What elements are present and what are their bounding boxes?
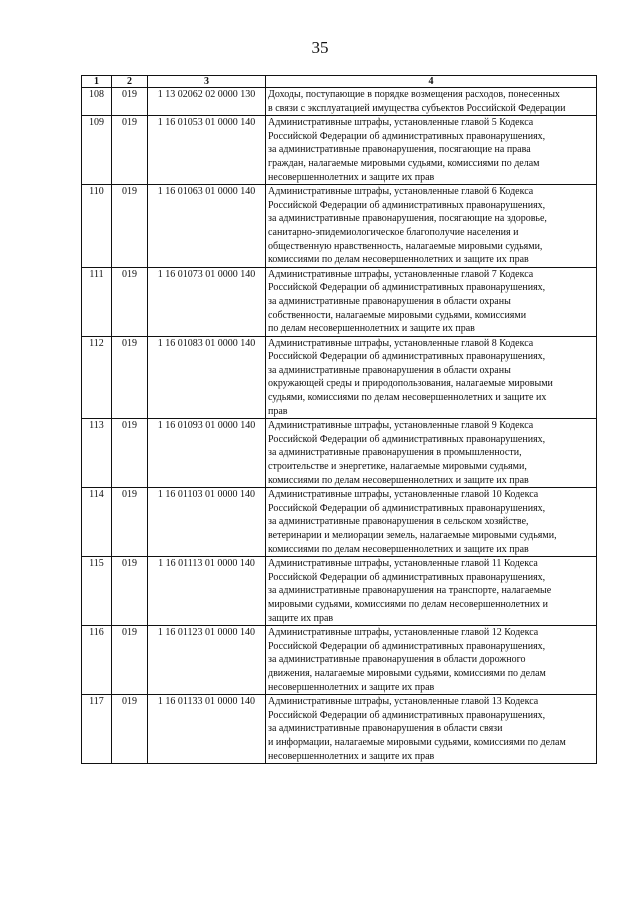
revenue-description-cell [266, 557, 597, 626]
description-line: общественную нравственность, налагаемые мировыми судьями, [268, 240, 543, 252]
administrator-code-cell: 019 [112, 88, 148, 116]
description-line: комиссиями по делам несовершеннолетних и защите их прав [268, 474, 529, 486]
table-body [82, 88, 597, 764]
description-line: за административные правонарушения в области связи [268, 723, 503, 735]
row-number-cell: 114 [82, 488, 112, 557]
description-line: комиссиями по делам несовершеннолетних и защите их прав [268, 543, 529, 555]
row-number-cell: 109 [82, 116, 112, 185]
table-row [82, 88, 597, 116]
description-line: Российской Федерации об административных правонарушениях, [268, 130, 546, 142]
description-line: за административные правонарушения в области дорожного [268, 654, 526, 666]
budget-classification-code-cell: 1 16 01103 01 0000 140 [148, 488, 266, 557]
revenue-description-cell [266, 267, 597, 336]
administrator-code-cell: 019 [112, 695, 148, 764]
row-number-cell: 112 [82, 336, 112, 419]
budget-classification-code-cell: 1 16 01053 01 0000 140 [148, 116, 266, 185]
revenue-description-cell [266, 185, 597, 268]
revenue-description-cell [266, 488, 597, 557]
budget-classification-table [81, 75, 597, 764]
budget-classification-code-cell: 1 16 01123 01 0000 140 [148, 626, 266, 695]
description-line: по делам несовершеннолетних и защите их прав [268, 323, 475, 335]
description-line: Российской Федерации об административных правонарушениях, [268, 351, 546, 363]
description-line: за административные правонарушения на транспорте, налагаемые [268, 585, 552, 597]
row-number-cell: 111 [82, 267, 112, 336]
description-line: Российской Федерации об административных правонарушениях, [268, 282, 546, 294]
description-line: окружающей среды и природопользования, налагаемые мировыми [268, 378, 553, 390]
description-line: и информации, налагаемые мировыми судьями, комиссиями по делам [268, 736, 566, 748]
administrator-code-cell: 019 [112, 626, 148, 695]
description-line: за административные правонарушения в промышленности, [268, 447, 522, 459]
administrator-code-cell: 019 [112, 267, 148, 336]
budget-classification-code-cell: 1 16 01083 01 0000 140 [148, 336, 266, 419]
revenue-description-cell [266, 695, 597, 764]
description-line: ветеринарии и мелиорации земель, налагаемые мировыми судьями, [268, 530, 557, 541]
administrator-code-cell: 019 [112, 488, 148, 557]
revenue-description-cell [266, 626, 597, 695]
column-header-3: 3 [148, 76, 266, 88]
description-line: граждан, налагаемые мировыми судьями, комиссиями по делам [268, 157, 540, 169]
budget-classification-code-cell: 1 13 02062 02 0000 130 [148, 88, 266, 116]
table-row [82, 626, 597, 695]
table-header-row [82, 76, 597, 88]
table-row [82, 695, 597, 764]
revenue-description-cell [266, 88, 597, 116]
description-line: несовершеннолетних и защите их прав [268, 681, 435, 693]
administrator-code-cell: 019 [112, 336, 148, 419]
revenue-description-cell [266, 419, 597, 488]
description-line: Административные штрафы, установленные главой 11 Кодекса [268, 558, 538, 570]
description-line: за административные правонарушения, посягающие на здоровье, [268, 213, 547, 225]
row-number-cell: 115 [82, 557, 112, 626]
revenue-description-cell [266, 116, 597, 185]
budget-classification-code-cell: 1 16 01073 01 0000 140 [148, 267, 266, 336]
description-line: за административные правонарушения в сельском хозяйстве, [268, 516, 529, 528]
description-line: Административные штрафы, установленные главой 6 Кодекса [268, 186, 534, 198]
administrator-code-cell: 019 [112, 116, 148, 185]
budget-classification-code-cell: 1 16 01093 01 0000 140 [148, 419, 266, 488]
description-line: Российской Федерации об административных правонарушениях, [268, 709, 546, 721]
description-line: несовершеннолетних и защите их прав [268, 171, 435, 183]
description-line: за административные правонарушения, посягающие на права [268, 144, 531, 156]
description-line: Административные штрафы, установленные главой 13 Кодекса [268, 696, 539, 708]
table-row [82, 336, 597, 419]
description-line: за административные правонарушения в области охраны [268, 295, 511, 307]
description-line: прав [268, 405, 288, 417]
description-line: Доходы, поступающие в порядке возмещения расходов, понесенных [268, 89, 560, 100]
description-line: за административные правонарушения в области охраны [268, 364, 511, 376]
description-line: Российской Федерации об административных правонарушениях, [268, 640, 546, 652]
administrator-code-cell: 019 [112, 185, 148, 268]
description-line: несовершеннолетних и защите их прав [268, 750, 435, 762]
description-line: Российской Федерации об административных правонарушениях, [268, 199, 546, 211]
description-line: Административные штрафы, установленные главой 9 Кодекса [268, 420, 534, 432]
row-number-cell: 108 [82, 88, 112, 116]
description-line: мировыми судьями, комиссиями по делам несовершеннолетних и [268, 598, 549, 610]
table-row [82, 488, 597, 557]
budget-classification-code-cell: 1 16 01133 01 0000 140 [148, 695, 266, 764]
revenue-description-cell [266, 336, 597, 419]
description-line: Административные штрафы, установленные главой 10 Кодекса [268, 489, 539, 501]
page-number: 35 [311, 38, 329, 57]
description-line: защите их прав [268, 612, 334, 624]
description-line: Административные штрафы, установленные главой 7 Кодекса [268, 268, 534, 280]
column-header-1: 1 [82, 76, 112, 88]
table-row [82, 419, 597, 488]
administrator-code-cell: 019 [112, 557, 148, 626]
row-number-cell: 110 [82, 185, 112, 268]
description-line: Административные штрафы, установленные главой 8 Кодекса [268, 337, 534, 349]
description-line: собственности, налагаемые мировыми судьями, комиссиями [268, 309, 527, 321]
description-line: Административные штрафы, установленные главой 12 Кодекса [268, 627, 539, 639]
table-row [82, 267, 597, 336]
budget-classification-code-cell: 1 16 01063 01 0000 140 [148, 185, 266, 268]
description-line: движения, налагаемые мировыми судьями, комиссиями по делам [268, 667, 546, 679]
description-line: Российской Федерации об административных правонарушениях, [268, 571, 546, 583]
description-line: строительстве и энергетике, налагаемые мировыми судьями, [268, 461, 527, 473]
administrator-code-cell: 019 [112, 419, 148, 488]
description-line: Российской Федерации об административных правонарушениях, [268, 433, 546, 445]
description-line: в связи с эксплуатацией имущества субъектов Российской Федерации [268, 102, 566, 114]
table-row [82, 116, 597, 185]
budget-classification-code-cell: 1 16 01113 01 0000 140 [148, 557, 266, 626]
row-number-cell: 113 [82, 419, 112, 488]
column-header-2: 2 [112, 76, 148, 88]
table-row [82, 557, 597, 626]
row-number-cell: 117 [82, 695, 112, 764]
description-line: судьями, комиссиями по делам несовершеннолетних и защите их [268, 392, 547, 404]
table-row [82, 185, 597, 268]
description-line: комиссиями по делам несовершеннолетних и защите их прав [268, 254, 529, 266]
description-line: Административные штрафы, установленные главой 5 Кодекса [268, 117, 534, 129]
description-line: Российской Федерации об административных правонарушениях, [268, 502, 546, 514]
column-header-4: 4 [266, 76, 597, 88]
description-line: санитарно-эпидемиологическое благополучие населения и [268, 226, 519, 238]
row-number-cell: 116 [82, 626, 112, 695]
